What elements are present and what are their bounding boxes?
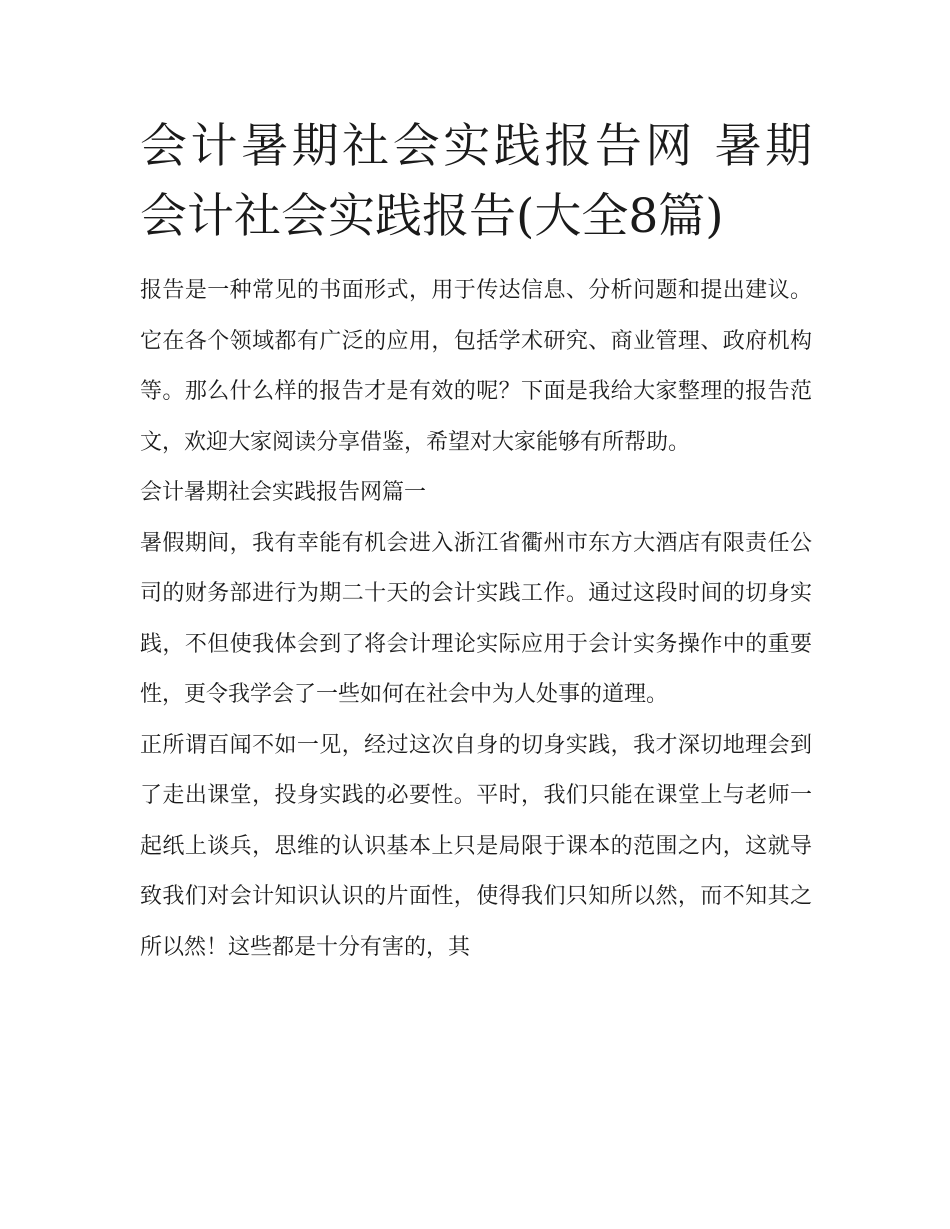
body-paragraph: 正所谓百闻不如一见，经过这次自身的切身实践，我才深切地理会到了走出课堂，投身实践的必要性。平时，我们只能在课堂上与老师一起纸上谈兵，思维的认识基本上只是局限于课本的范围之内，这就导致我们对会计知识认识的片面性，使得我们只知所以然，而不知其之所以然！这些都是十分有害的，其 [140, 732, 812, 960]
document-page [140, 112, 812, 973]
section-heading: 会计暑期社会实践报告网篇一 [140, 480, 427, 505]
body-paragraph: 暑假期间，我有幸能有机会进入浙江省衢州市东方大酒店有限责任公司的财务部进行为期二十天的会计实践工作。通过这段时间的切身实践，不但使我体会到了将会计理论实际应用于会计实务操作中的重要性，更令我学会了一些如何在社会中为人处事的道理。 [140, 530, 812, 707]
document-title: 会计暑期社会实践报告网 暑期会计社会实践报告(大全8篇) [140, 119, 812, 244]
document-body [140, 266, 812, 973]
intro-paragraph: 报告是一种常见的书面形式，用于传达信息、分析问题和提出建议。它在各个领域都有广泛的应用，包括学术研究、商业管理、政府机构等。那么什么样的报告才是有效的呢？下面是我给大家整理的报告范文，欢迎大家阅读分享借鉴，希望对大家能够有所帮助。 [140, 278, 812, 455]
